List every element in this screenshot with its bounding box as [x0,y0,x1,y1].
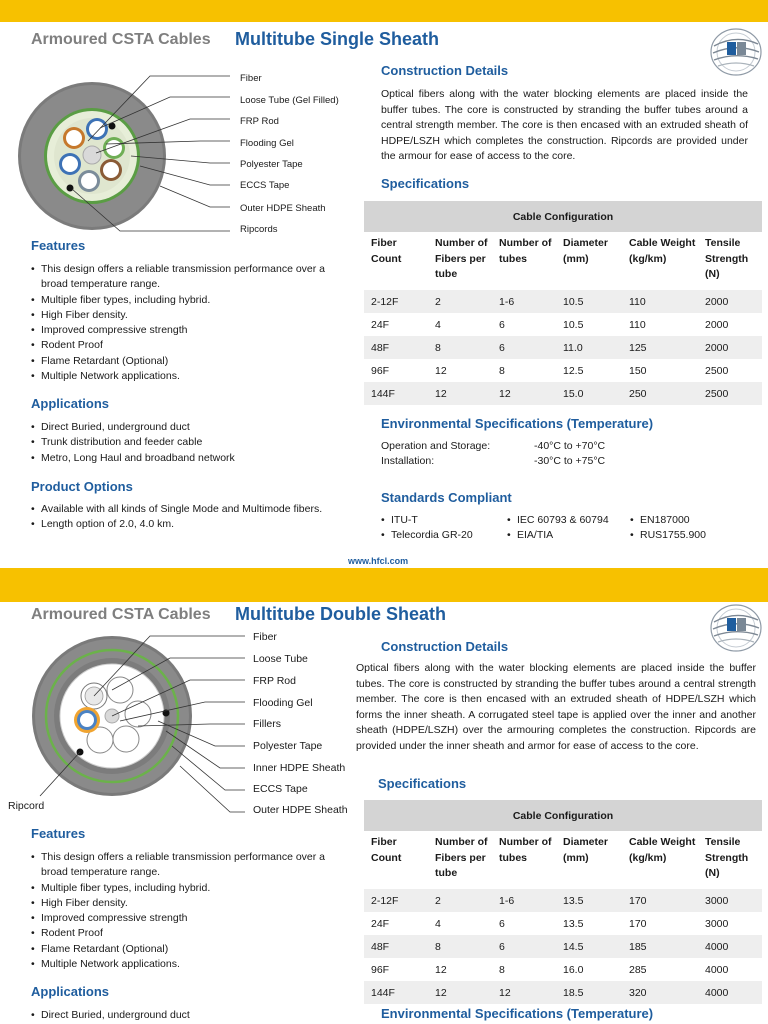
diagram-label-outer-sheath: Outer HDPE Sheath [253,804,348,816]
table-cell: 4 [435,917,441,930]
column-header: Tensile Strength (N) [705,836,749,879]
applications-list [31,1008,331,1023]
cable-cross-section [18,82,166,230]
table-cell: 185 [622,935,698,958]
construction-heading: Construction Details [381,63,509,78]
table-cell: 11.0 [556,336,622,359]
list-item: • This design offers a reliable transmission performance over a broad temperature range. [31,850,331,881]
list-item: • Rodent Proof [31,926,331,941]
applications-heading: Applications [31,984,110,999]
table-header-row [364,232,762,290]
standards-list-col2 [507,513,632,544]
list-item: • Length option of 2.0, 4.0 km. [31,517,331,532]
diagram-label-eccs-tape: ECCS Tape [240,180,290,191]
table-cell: 2-12F [364,290,428,313]
product-options-heading: Product Options [31,479,133,494]
table-cell: 24F [371,917,390,930]
table-cell: 4000 [698,935,762,958]
table-cell: 24F [371,318,390,331]
diagram-label-frp-rod: FRP Rod [253,675,296,687]
table-cell: 6 [499,318,505,331]
table-cell: 3000 [698,889,762,912]
table-cell: 2 [428,889,492,912]
column-header: Number of Fibers per tube [435,237,488,280]
diagram-label-polyester-tape: Polyester Tape [240,159,303,170]
specifications-heading: Specifications [378,776,467,791]
table-cell: 10.5 [556,290,622,313]
construction-heading: Construction Details [381,639,509,654]
table-cell: 12 [428,382,492,405]
table-cell: 18.5 [556,981,622,1004]
table-cell: 2000 [705,318,729,331]
table-caption: Cable Configuration [364,201,762,232]
top-banner [0,0,768,22]
table-cell: 2500 [698,382,762,405]
list-item: • Multiple Network applications. [31,369,331,384]
construction-text: Optical fibers along with the water blocking elements are placed inside the buffer tubes. The core is constructed by stranding the buffer tubes around a central strength member. The core is then encased with an extruded sheath of HDPE/LSZH which completes the construction. Ripcords are provided under the armour for ease of access to the core. [381,88,748,162]
table-cell: 10.5 [563,318,584,331]
environmental-heading: Environmental Specifications (Temperature) [381,1006,654,1021]
table-row [364,313,762,336]
features-list [31,850,331,972]
standards-list-col1 [381,513,501,544]
list-item: • This design offers a reliable transmission performance over a broad temperature range. [31,262,331,293]
column-header: Fiber Count [371,237,402,265]
table-cell: 12 [428,981,492,1004]
table-header-row [364,831,762,889]
table-cell: 6 [499,917,505,930]
page-title: Multitube Single Sheath [235,29,440,49]
table-cell: 2000 [698,290,762,313]
middle-banner [0,568,768,602]
table-cell: 96F [371,963,390,976]
column-header: Tensile Strength (N) [705,237,749,280]
table-cell: 8 [499,364,505,377]
table-cell: 1-6 [492,889,556,912]
diagram-label-inner-sheath: Inner HDPE Sheath [253,762,346,774]
features-heading: Features [31,826,86,841]
table-cell: 285 [629,963,647,976]
list-item: • Multiple fiber types, including hybrid. [31,881,331,896]
table-cell: 170 [629,917,647,930]
env-installation-value: -30°C to +75°C [534,455,606,467]
standards-list-col3 [630,513,750,544]
list-item: • Improved compressive strength [31,911,331,926]
env-operation-value: -40°C to +70°C [534,440,606,452]
column-header: Number of tubes [499,836,552,864]
table-cell: 12 [435,963,447,976]
construction-text: Optical fibers along with the water blocking elements are placed inside the buffer tubes. The core is constructed by stranding the buffer tubes around a central strength member. The core is then encased with an extruded sheath of HDPE/LSZH which forms the inner sheath. A corrugated steel tape is applied over the inner and another sheath (HDPE/LSZH) over the armouring completes the construction. Ripcords are provided under the inner sheath and armor for ease of access to the core. [356,662,756,752]
column-header: Fiber Count [371,836,402,864]
specifications-table [364,800,762,1004]
column-header: Cable Weight (kg/km) [629,237,696,265]
table-cell: 14.5 [556,935,622,958]
table-row [364,958,762,981]
table-cell: 110 [622,290,698,313]
list-item: • ITU-T [381,513,501,528]
list-item: • Flame Retardant (Optional) [31,354,331,369]
table-cell: 110 [629,318,646,331]
table-cell: 13.5 [556,889,622,912]
table-cell: 150 [629,364,647,377]
env-installation-label: Installation: [381,455,435,467]
table-cell: 6 [492,336,556,359]
list-item: • High Fiber density. [31,896,331,911]
table-cell: 4000 [698,981,762,1004]
diagram-label-outer-sheath: Outer HDPE Sheath [240,203,326,214]
table-cell: 4 [435,318,441,331]
globe-stripes-logo-icon [708,26,764,78]
list-item: • RUS1755.900 [630,528,750,543]
table-cell: 12.5 [563,364,584,377]
table-row [364,290,762,313]
table-cell: 12 [492,382,556,405]
category-heading: Armoured CSTA Cables [31,31,211,48]
diagram-label-flooding-gel: Flooding Gel [253,697,313,709]
table-cell: 250 [622,382,698,405]
table-cell: 13.5 [563,917,584,930]
table-cell: 48F [364,336,428,359]
diagram-label-loose-tube: Loose Tube (Gel Filled) [240,95,339,106]
list-item: • High Fiber density. [31,308,331,323]
table-row [364,889,762,912]
table-cell: 16.0 [563,963,584,976]
list-item: • Multiple Network applications. [31,957,331,972]
list-item: • Metro, Long Haul and broadband network [31,451,331,466]
env-operation-label: Operation and Storage: [381,440,491,452]
table-cell: 48F [364,935,428,958]
diagram-label-loose-tube: Loose Tube [253,653,308,665]
table-cell: 2-12F [364,889,428,912]
applications-heading: Applications [31,396,110,411]
list-item: • Rodent Proof [31,338,331,353]
table-row [364,935,762,958]
diagram-label-ripcords: Ripcords [240,224,278,235]
list-item: • Improved compressive strength [31,323,331,338]
list-item: • Trunk distribution and feeder cable [31,435,331,450]
specifications-table [364,201,762,405]
table-row [364,382,762,405]
table-cell: 2000 [698,336,762,359]
table-cell: 6 [492,935,556,958]
diagram-label-frp-rod: FRP Rod [240,116,279,127]
table-caption: Cable Configuration [364,800,762,831]
diagram-label-fiber: Fiber [253,631,277,643]
table-cell: 8 [499,963,505,976]
table-cell: 2 [428,290,492,313]
list-item: • Direct Buried, underground duct [31,1008,331,1023]
table-cell: 144F [364,382,428,405]
list-item: • Direct Buried, underground duct [31,420,331,435]
list-item: • EN187000 [630,513,750,528]
table-row [364,359,762,382]
diagram-label-polyester-tape: Polyester Tape [253,740,323,752]
list-item: • Flame Retardant (Optional) [31,942,331,957]
diagram-label-fiber: Fiber [240,73,262,84]
table-cell: 12 [435,364,447,377]
table-cell: 170 [622,889,698,912]
diagram-label-flooding-gel: Flooding Gel [240,138,294,149]
column-header: Number of Fibers per tube [435,836,488,879]
table-cell: 3000 [705,917,729,930]
table-cell: 4000 [705,963,729,976]
single-sheath-cross-section-diagram [0,66,360,246]
table-row [364,981,762,1004]
applications-list [31,420,331,466]
table-cell: 144F [364,981,428,1004]
list-item: • IEC 60793 & 60794 [507,513,632,528]
column-header: Number of tubes [499,237,552,265]
diagram-label-eccs-tape: ECCS Tape [253,783,308,795]
table-cell: 8 [428,935,492,958]
table-cell: 1-6 [492,290,556,313]
features-heading: Features [31,238,86,253]
table-row [364,336,762,359]
globe-stripes-logo-icon [708,602,764,654]
environmental-heading: Environmental Specifications (Temperature) [381,416,654,431]
standards-heading: Standards Compliant [381,490,512,505]
diagram-label-ripcord: Ripcord [8,800,45,812]
diagram-label-fillers: Fillers [253,718,281,730]
product-options-list [31,502,331,533]
table-cell: 96F [371,364,390,377]
table-cell: 8 [428,336,492,359]
table-cell: 125 [622,336,698,359]
specifications-heading: Specifications [381,176,470,191]
category-heading: Armoured CSTA Cables [31,606,211,623]
table-cell: 320 [622,981,698,1004]
table-cell: 15.0 [556,382,622,405]
list-item: • Multiple fiber types, including hybrid. [31,293,331,308]
page-title: Multitube Double Sheath [235,604,446,624]
list-item: • Telecordia GR-20 [381,528,501,543]
table-cell: 12 [492,981,556,1004]
table-row [364,912,762,935]
column-header: Cable Weight (kg/km) [629,836,696,864]
features-list [31,262,331,384]
table-cell: 2500 [705,364,729,377]
footer-url[interactable]: www.hfcl.com [348,556,409,566]
list-item: • EIA/TIA [507,528,632,543]
column-header: Diameter (mm) [563,836,608,864]
list-item: • Available with all kinds of Single Mode and Multimode fibers. [31,502,331,517]
column-header: Diameter (mm) [563,237,608,265]
